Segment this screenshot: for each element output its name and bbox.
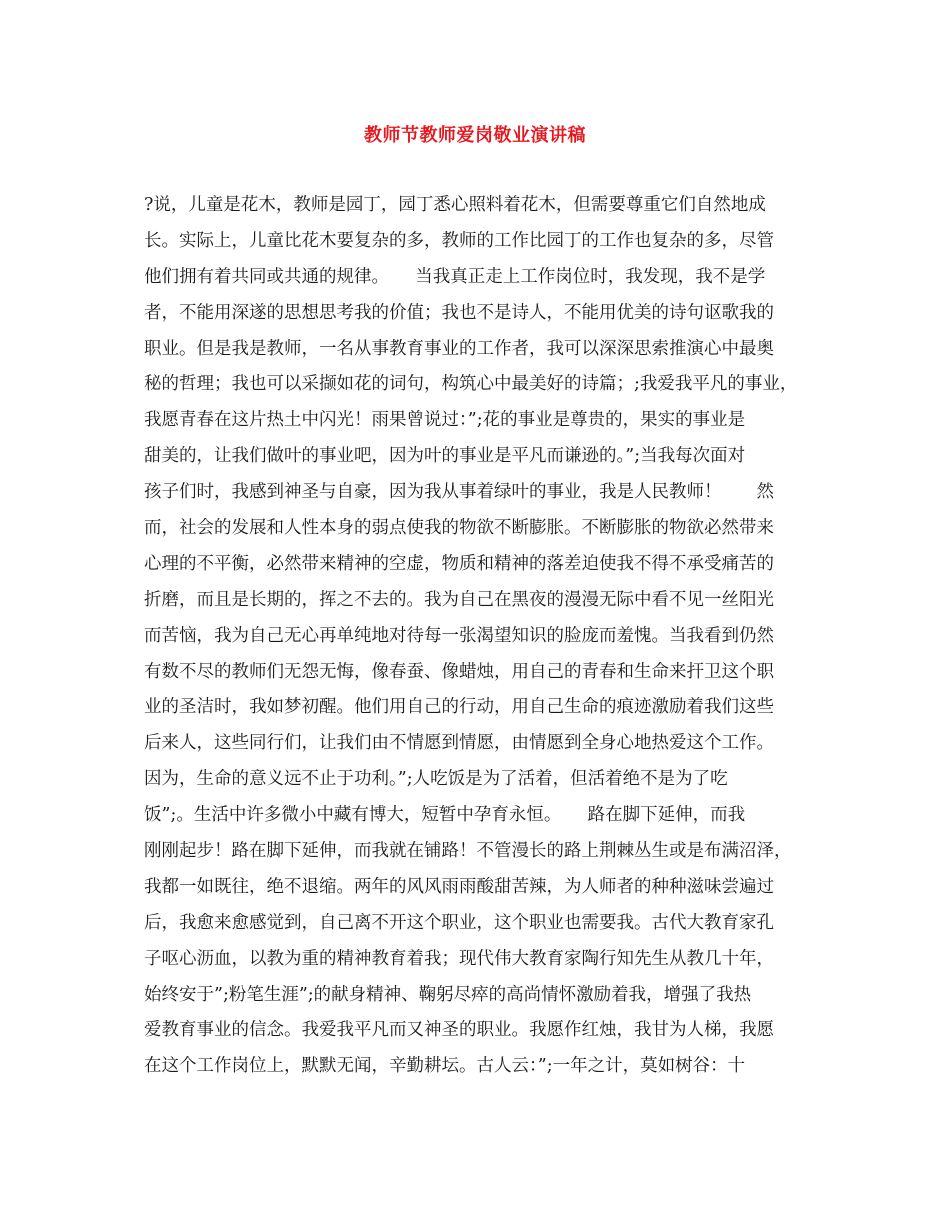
body-line: 有数不尽的教师们无怨无悔，像春蚕、像蜡烛，用自己的青春和生命来扞卫这个职 (144, 661, 774, 682)
body-line: 刚刚起步！路在脚下延伸，而我就在铺路！不管漫长的路上荆棘丛生或是布满沼泽， (144, 841, 792, 862)
body-line: 甜美的，让我们做叶的事业吧，因为叶的事业是平凡而谦逊的。”;当我每次面对 (144, 446, 746, 467)
body-line: 爱教育事业的信念。我爱我平凡而又神圣的职业。我愿作红烛，我甘为人梯，我愿 (144, 1020, 774, 1041)
body-line: 我都一如既往，绝不退缩。两年的风风雨雨酸甜苦辣，为人师者的种种滋味尝遍过 (144, 876, 774, 897)
document-title: 教师节教师爱岗敬业演讲稿 (364, 125, 586, 146)
body-line: 在这个工作岗位上，默默无闻，辛勤耕坛。古人云：”;一年之计，莫如树谷：十 (144, 1056, 746, 1077)
body-line: 职业。但是我是教师，一名从事教育事业的工作者，我可以深深思索推演心中最奥 (144, 338, 774, 359)
body-line: 心理的不平衡，必然带来精神的空虚，物质和精神的落差迫使我不得不承受痛苦的 (144, 553, 774, 574)
body-line: 而苦恼，我为自己无心再单纯地对待每一张渴望知识的脸庞而羞愧。当我看到仍然 (144, 625, 774, 646)
body-line: 长。实际上，儿童比花木要复杂的多，教师的工作比园丁的工作也复杂的多，尽管 (144, 230, 774, 251)
body-line: 后，我愈来愈感觉到，自己离不开这个职业，这个职业也需要我。古代大教育家孔 (144, 912, 774, 933)
body-line: 饭”;。生活中许多微小中藏有博大，短暂中孕育永恒。 路在脚下延伸，而我 (144, 805, 746, 826)
body-line: 后来人，这些同行们，让我们由不情愿到情愿，由情愿到全身心地热爱这个工作。 (144, 733, 774, 754)
body-line: 而，社会的发展和人性本身的弱点使我的物欲不断膨胀。不断膨胀的物欲必然带来 (144, 518, 774, 539)
body-line: 秘的哲理；我也可以采撷如花的词句，构筑心中最美好的诗篇；;我爱我平凡的事业， (144, 374, 798, 395)
body-line: 子呕心沥血，以教为重的精神教育着我；现代伟大教育家陶行知先生从教几十年， (144, 948, 774, 969)
body-line: ?说，儿童是花木，教师是园丁，园丁悉心照料着花木，但需要尊重它们自然地成 (144, 195, 766, 215)
document-body (144, 188, 812, 1085)
body-line: 我愿青春在这片热土中闪光！雨果曾说过：”;花的事业是尊贵的，果实的事业是 (144, 410, 746, 431)
body-line: 业的圣洁时，我如梦初醒。他们用自己的行动，用自己生命的痕迹激励着我们这些 (144, 697, 774, 718)
body-line: 他们拥有着共同或共通的规律。 当我真正走上工作岗位时，我发现，我不是学 (144, 266, 766, 287)
body-line: 孩子们时，我感到神圣与自豪，因为我从事着绿叶的事业，我是人民教师！ 然 (144, 482, 774, 503)
body-line: 因为，生命的意义远不止于功利。”;人吃饭是为了活着，但活着绝不是为了吃 (144, 769, 728, 790)
body-line: 折磨，而且是长期的，挥之不去的。我为自己在黑夜的漫漫无际中看不见一丝阳光 (144, 589, 774, 610)
body-line: 始终安于”;粉笔生涯”;的献身精神、鞠躬尽瘁的高尚情怀激励着我，增强了我热 (144, 984, 752, 1005)
body-line: 者，不能用深遂的思想思考我的价值；我也不是诗人，不能用优美的诗句讴歌我的 (144, 302, 774, 323)
